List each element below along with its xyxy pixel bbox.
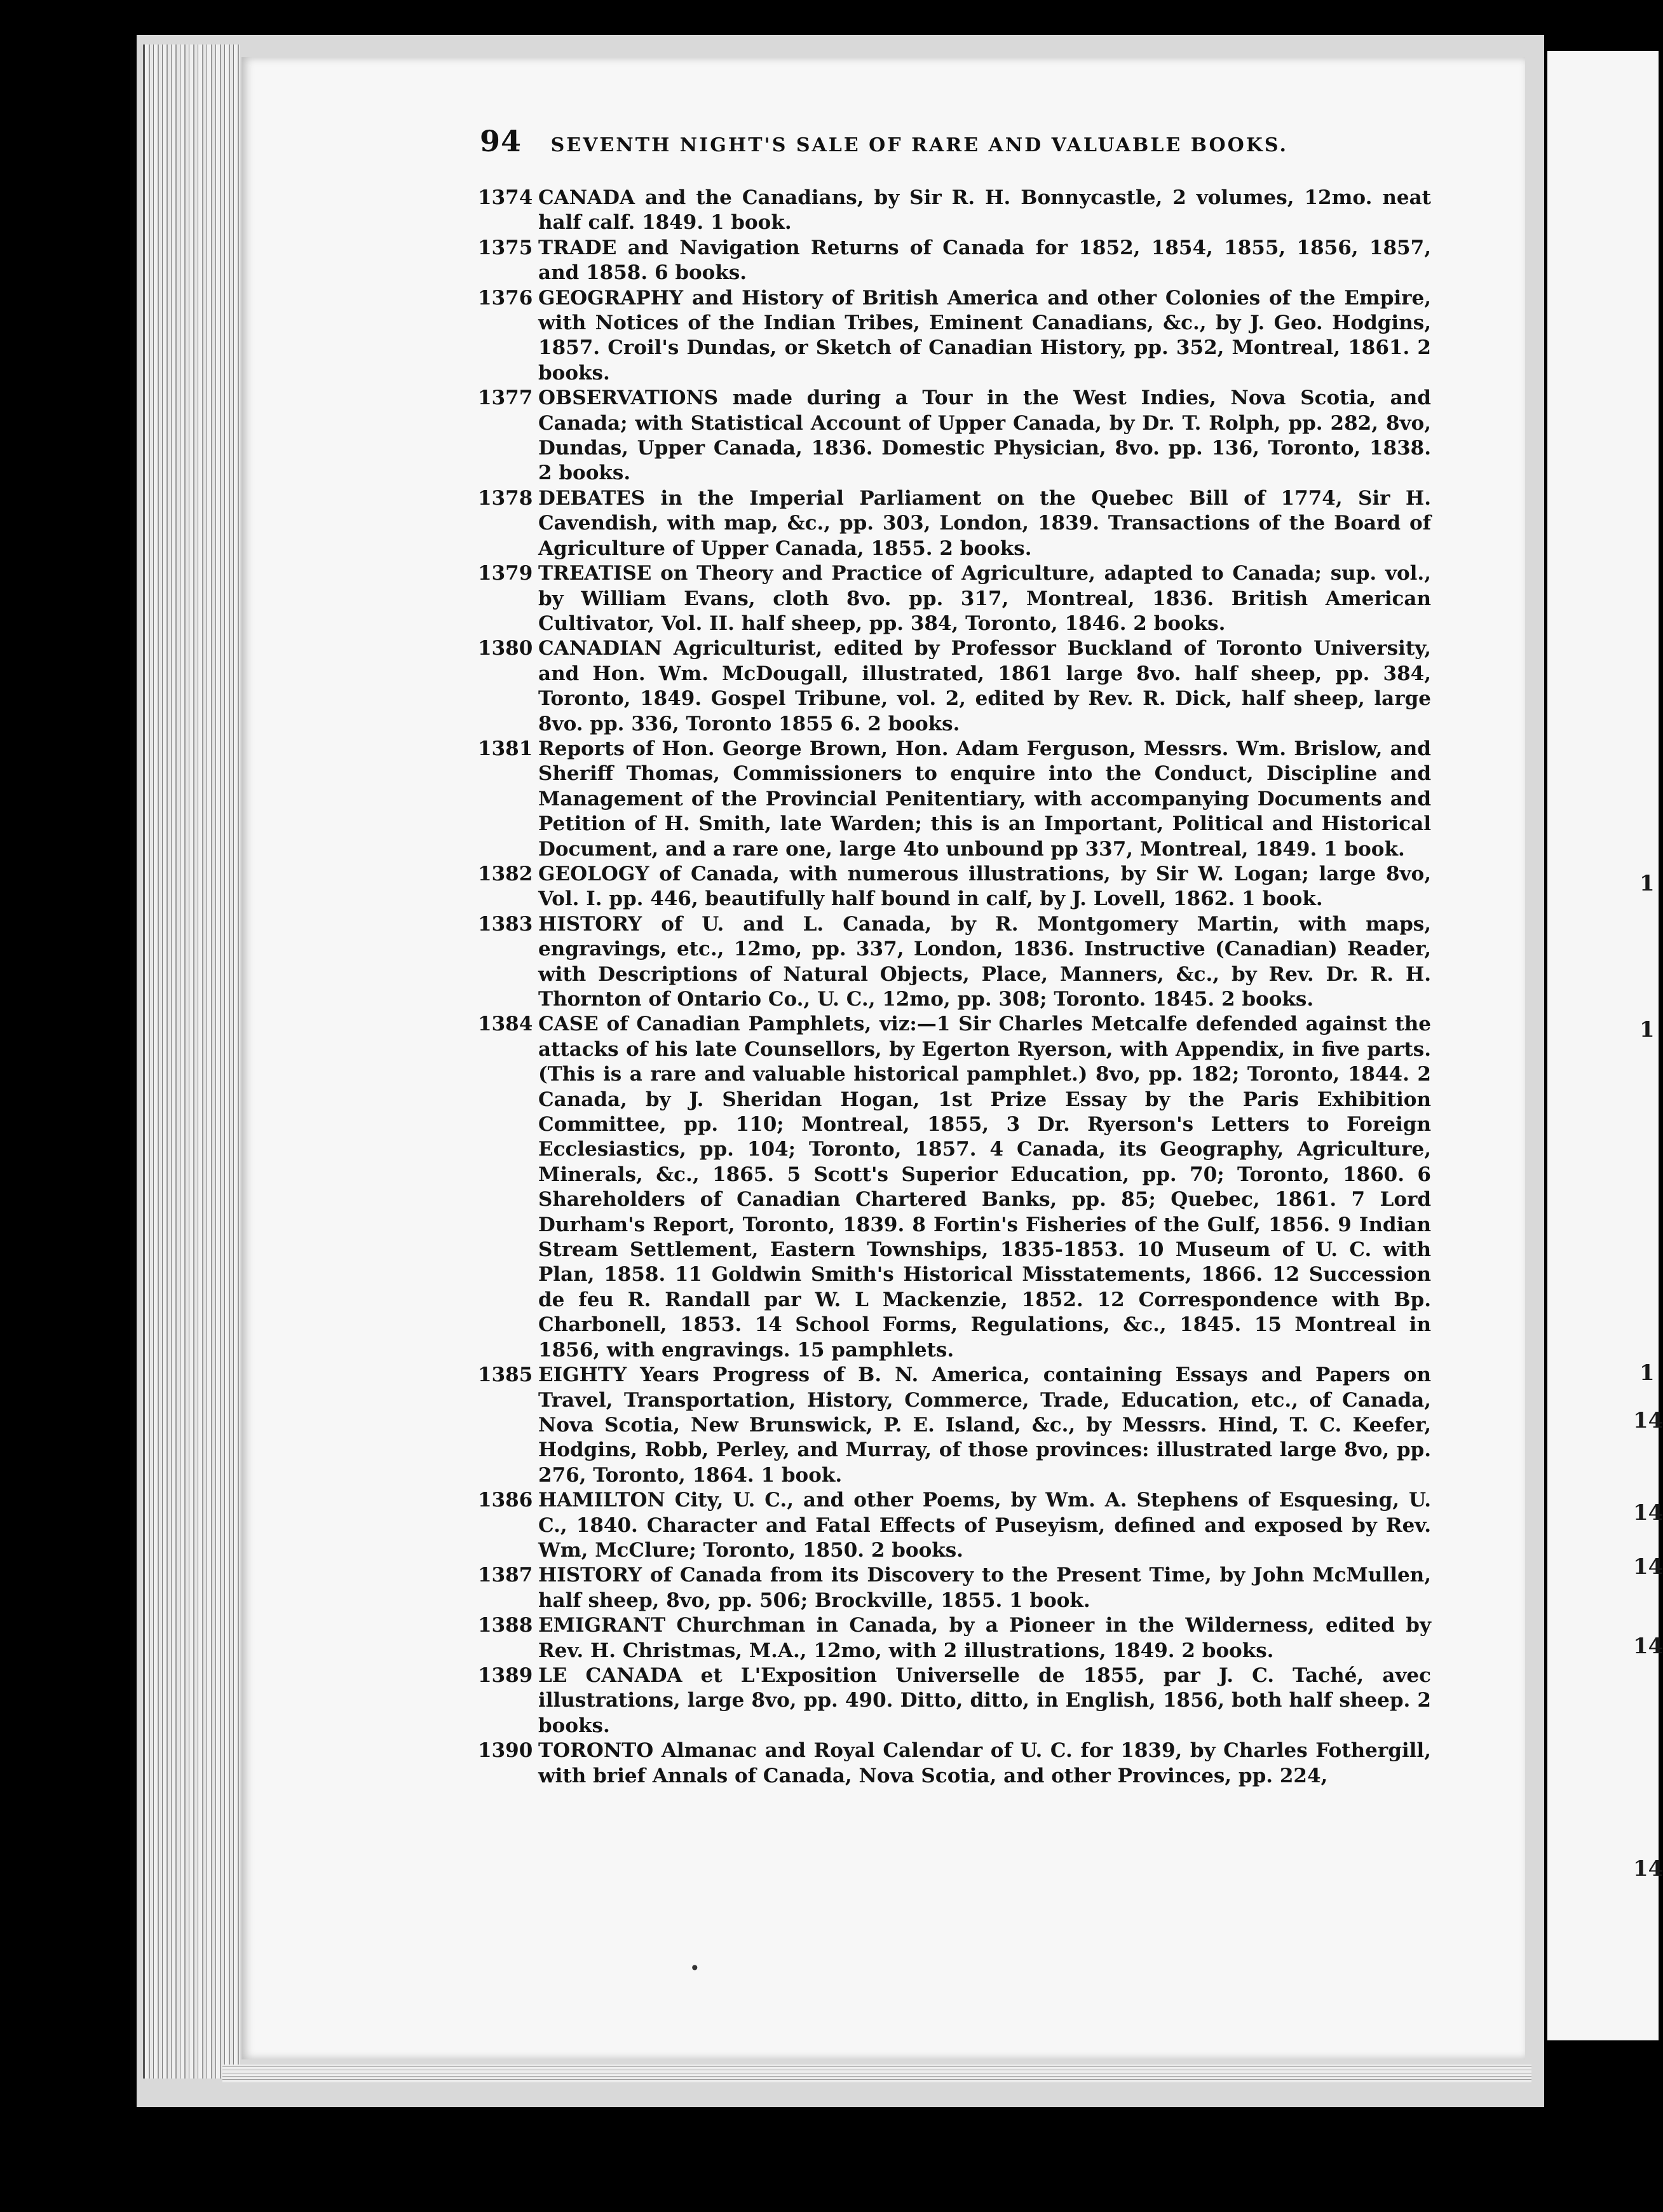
- entry-text: HAMILTON City, U. C., and other Poems, by Wm. A. Stephens of Esquesing, U. C., 1840. Character and Fatal Effects of Puseyism, defined and exposed by Rev. Wm, McClure; Toronto, 1850. 2 books.: [538, 1489, 1431, 1562]
- entry-text: EMIGRANT Churchman in Canada, by a Pioneer in the Wilderness, edited by Rev. H. Christmas, M.A., 12mo, with 2 illustrations, 1849. 2 books.: [538, 1614, 1431, 1662]
- catalogue-entry: [478, 561, 1431, 636]
- catalogue-entry: [478, 862, 1431, 912]
- entry-number: 1389: [478, 1663, 533, 1687]
- entry-text: Reports of Hon. George Brown, Hon. Adam Ferguson, Messrs. Wm. Brislow, and Sheriff Thomas, Commissioners to enquire into the Conduct, Discipline and Management of the Provincial Penitentiary, with accompanying Documents and Petition of H. Smith, late Warden; this is an Important, Political and Historical Document, and a rare one, large 4to unbound pp 337, Montreal, 1849. 1 book.: [538, 737, 1431, 861]
- page-bottom-edge: [222, 2065, 1531, 2082]
- catalogue-entry: [478, 286, 1431, 386]
- entry-number: 1384: [478, 1013, 533, 1036]
- running-title: SEVENTH NIGHT'S SALE OF RARE AND VALUABLE BOOKS.: [550, 134, 1288, 156]
- entry-text: GEOGRAPHY and History of British America and other Colonies of the Empire, with Notices of the Indian Tribes, Eminent Canadians, &c., by J. Geo. Hodgins, 1857. Croil's Dundas, or Sketch of Canadian History, pp. 352, Montreal, 1861. 2 books.: [538, 286, 1431, 385]
- entry-text: CASE of Canadian Pamphlets, viz:—1 Sir Charles Metcalfe defended against the attacks of his late Counsellors, by Egerton Ryerson, with Appendix, in five parts. (This is a rare and valuable historical pamphlet.) 8vo, pp. 182; Toronto, 1844. 2 Canada, by J. Sheridan Hogan, 1st Prize Essay by the Paris Exhibition Committee, pp. 110; Montreal, 1855, 3 Dr. Ryerson's Letters to Foreign Ecclesiastics, pp. 104; Toronto, 1857. 4 Canada, its Geography, Agriculture, Minerals, &c., 1865. 5 Scott's Superior Education, pp. 70; Toronto, 1860. 6 Shareholders of Canadian Chartered Banks, pp. 85; Quebec, 1861. 7 Lord Durham's Report, Toronto, 1839. 8 Fortin's Fisheries of the Gulf, 1856. 9 Indian Stream Settlement, Eastern Townships, 1835-1853. 10 Museum of U. C. with Plan, 1858. 11 Goldwin Smith's Historical Misstatements, 1866. 12 Succession de feu R. Randall par W. L Mackenzie, 1852. 12 Correspondence with Bp. Charbonell, 1853. 14 School Forms, Regulations, &c., 1845. 15 Montreal in 1856, with engravings. 15 pamphlets.: [538, 1013, 1431, 1362]
- entry-text: HISTORY of Canada from its Discovery to the Present Time, by John McMullen, half sheep, 8vo, pp. 506; Brockville, 1855. 1 book.: [538, 1564, 1431, 1612]
- catalogue-entry: [478, 1012, 1431, 1363]
- catalogue-entry: [478, 1363, 1431, 1488]
- facing-page-fragment: 1: [1639, 1360, 1655, 1386]
- facing-page-fragment: 14: [1633, 1856, 1663, 1881]
- entry-text: TRADE and Navigation Returns of Canada for 1852, 1854, 1855, 1856, 1857, and 1858. 6 books.: [538, 236, 1431, 285]
- facing-page-fragment: 14: [1633, 1500, 1663, 1526]
- catalogue-entry: [478, 386, 1431, 486]
- catalogue-entry: [478, 912, 1431, 1013]
- facing-page-fragment: 14: [1633, 1634, 1663, 1659]
- entry-text: EIGHTY Years Progress of B. N. America, containing Essays and Papers on Travel, Transportation, History, Commerce, Trade, Education, etc., of Canada, Nova Scotia, New Brunswick, P. E. Island, &c., by Messrs. Hind, T. C. Keefer, Hodgins, Robb, Perley, and Murray, of those provinces: illustrated large 8vo, pp. 276, Toronto, 1864. 1 book.: [538, 1363, 1431, 1487]
- entry-number: 1380: [478, 637, 533, 660]
- entry-number: 1377: [478, 386, 533, 410]
- entry-number: 1378: [478, 486, 533, 510]
- entry-number: 1382: [478, 862, 533, 885]
- entry-text: TREATISE on Theory and Practice of Agriculture, adapted to Canada; sup. vol., by William Evans, cloth 8vo. pp. 317, Montreal, 1836. British American Cultivator, Vol. II. half sheep, pp. 384, Toronto, 1846. 2 books.: [538, 562, 1431, 635]
- entry-number: 1375: [478, 236, 533, 259]
- entry-number: 1390: [478, 1739, 533, 1763]
- facing-page-fragment: 14: [1633, 1554, 1663, 1580]
- catalogue-entry: [478, 737, 1431, 862]
- entry-text: DEBATES in the Imperial Parliament on the Quebec Bill of 1774, Sir H. Cavendish, with map, &c., pp. 303, London, 1839. Transactions of the Board of Agriculture of Upper Canada, 1855. 2 books.: [538, 486, 1431, 560]
- entry-number: 1381: [478, 737, 533, 760]
- catalogue-entry: [478, 1738, 1431, 1789]
- facing-page-fragment: 1: [1639, 1017, 1655, 1042]
- entry-text: CANADA and the Canadians, by Sir R. H. Bonnycastle, 2 volumes, 12mo. neat half calf. 1849. 1 book.: [538, 186, 1431, 235]
- entry-text: TORONTO Almanac and Royal Calendar of U. C. for 1839, by Charles Fothergill, with brief Annals of Canada, Nova Scotia, and other Provinces, pp. 224,: [538, 1739, 1431, 1787]
- page-header: [480, 124, 1433, 158]
- catalogue-entry: [478, 1563, 1431, 1613]
- catalogue-entry: [478, 636, 1431, 737]
- entry-number: 1387: [478, 1564, 533, 1587]
- page-edges: [143, 44, 240, 2079]
- facing-page-sliver: [1547, 51, 1659, 2040]
- facing-page-fragment: 14: [1633, 1408, 1663, 1433]
- entry-text: HISTORY of U. and L. Canada, by R. Montgomery Martin, with maps, engravings, etc., 12mo, pp. 337, London, 1836. Instructive (Canadian) Reader, with Descriptions of Natural Objects, Place, Manners, &c., by Rev. Dr. R. H. Thornton of Ontario Co., U. C., 12mo, pp. 308; Toronto. 1845. 2 books.: [538, 912, 1431, 1011]
- catalogue-entries: [478, 186, 1431, 1789]
- facing-page-fragment: 1: [1639, 871, 1655, 896]
- catalogue-entry: [478, 1613, 1431, 1663]
- entry-number: 1379: [478, 562, 533, 585]
- page-number: 94: [480, 124, 522, 158]
- entry-text: LE CANADA et L'Exposition Universelle de 1855, par J. C. Taché, avec illustrations, large 8vo, pp. 490. Ditto, ditto, in English, 1856, both half sheep. 2 books.: [538, 1663, 1431, 1737]
- catalogue-entry: [478, 486, 1431, 561]
- entry-number: 1388: [478, 1614, 533, 1637]
- catalogue-entry: [478, 1663, 1431, 1738]
- entry-text: CANADIAN Agriculturist, edited by Professor Buckland of Toronto University, and Hon. Wm. McDougall, illustrated, 1861 large 8vo. half sheep, pp. 384, Toronto, 1849. Gospel Tribune, vol. 2, edited by Rev. R. Dick, half sheep, large 8vo. pp. 336, Toronto 1855 6. 2 books.: [538, 637, 1431, 735]
- entry-number: 1374: [478, 186, 533, 209]
- entry-number: 1376: [478, 286, 533, 310]
- print-speck: •: [689, 1958, 700, 1979]
- entry-number: 1385: [478, 1363, 533, 1387]
- catalogue-entry: [478, 236, 1431, 286]
- catalogue-entry: [478, 1488, 1431, 1563]
- entry-number: 1383: [478, 912, 533, 936]
- entry-number: 1386: [478, 1489, 533, 1512]
- catalogue-entry: [478, 186, 1431, 236]
- entry-text: GEOLOGY of Canada, with numerous illustrations, by Sir W. Logan; large 8vo, Vol. I. pp. 446, beautifully half bound in calf, by J. Lovell, 1862. 1 book.: [538, 862, 1431, 911]
- entry-text: OBSERVATIONS made during a Tour in the West Indies, Nova Scotia, and Canada; with Statistical Account of Upper Canada, by Dr. T. Rolph, pp. 282, 8vo, Dundas, Upper Canada, 1836. Domestic Physician, 8vo. pp. 136, Toronto, 1838. 2 books.: [538, 386, 1431, 485]
